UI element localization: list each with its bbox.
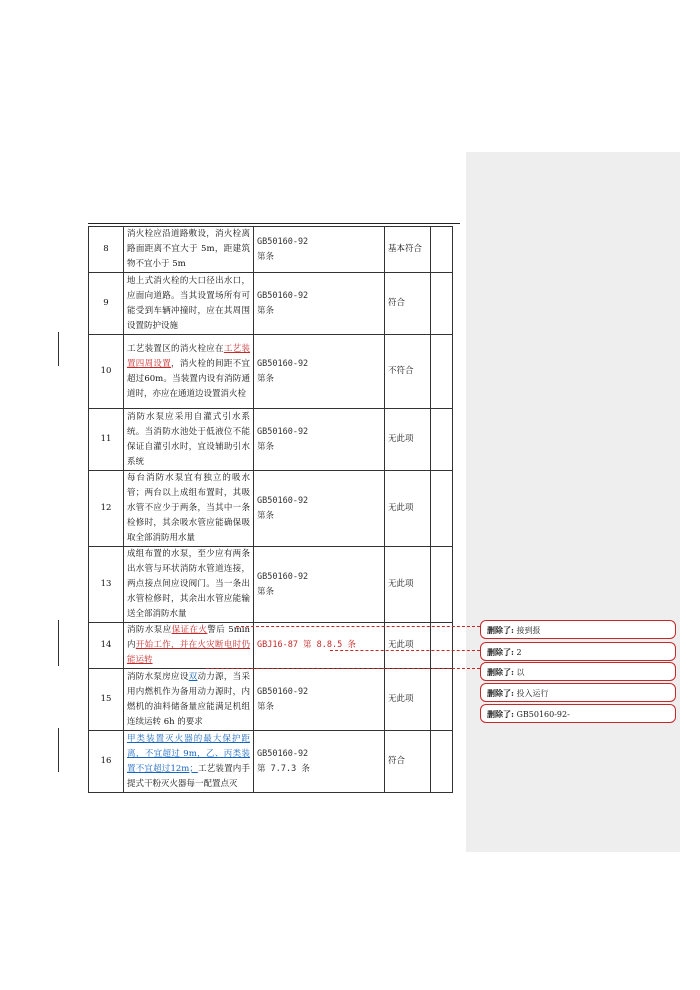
row-number: 15 (89, 669, 124, 731)
item-description: 甲类装置灭火器的最大保护距离，不宜超过 9m，乙、丙类装置不宜超过12m；工艺装置内手提式干粉灭火器每一配置点灭 (124, 731, 254, 793)
result: 无此项 (385, 669, 431, 731)
item-description: 成组布置的水泵，至少应有两条出水管与环状消防水管道连接，两点接点间应设阀门。当一条出水管检修时，其余出水管应能输送全部消防水量 (124, 547, 254, 623)
result: 无此项 (385, 471, 431, 547)
item-description: 消防水泵应采用自灌式引水系统。当消防水池处于低液位不能保证自灌引水时，宜设辅助引水系统 (124, 409, 254, 471)
row-number: 14 (89, 623, 124, 669)
standard-ref: GB50160-92 第条 (254, 471, 385, 547)
table-row (89, 731, 453, 793)
comment-leader (330, 650, 480, 651)
blank-cell (431, 623, 453, 669)
row-number: 12 (89, 471, 124, 547)
result: 无此项 (385, 409, 431, 471)
item-description: 消火栓应沿道路敷设，消火栓离路面距离不宜大于 5m，距建筑物不宜小于 5m (124, 227, 254, 273)
comment-balloon[interactable]: 删除了: 接到报 (480, 620, 676, 639)
tracked-insertion: 工艺装置四周设置 (127, 343, 250, 369)
result: 符合 (385, 273, 431, 335)
item-description: 工艺装置区的消火栓应在工艺装置四周设置，消火栓的间距不宜超过60m。当装置内设有消防通道时，亦应在通道边设置消火栓 (124, 335, 254, 409)
change-bar (58, 620, 59, 666)
blank-cell (431, 409, 453, 471)
item-description: 消防水泵应保证在火警后 5min 内开始工作，并在火灾断电时仍能运转 (124, 623, 254, 669)
blank-cell (431, 731, 453, 793)
table-row (89, 335, 453, 409)
change-bar (58, 728, 59, 772)
table-row (89, 227, 453, 273)
result: 不符合 (385, 335, 431, 409)
standard-ref: GB50160-92 第条 (254, 273, 385, 335)
comment-balloon[interactable]: 删除了: 以 (480, 662, 676, 681)
table-row (89, 273, 453, 335)
row-number: 16 (89, 731, 124, 793)
item-description: 每台消防水泵宜有独立的吸水管；两台以上成组布置时，其吸水管不应少于两条，当其中一条检修时，其余吸水管应能确保吸取全部消防用水量 (124, 471, 254, 547)
comment-balloon[interactable]: 删除了: 2 (480, 642, 676, 661)
comment-balloon[interactable]: 删除了: GB50160-92- (480, 704, 676, 723)
tracked-insertion: 开始工作，并在火灾断电时仍能运转 (127, 640, 250, 665)
comment-pane (466, 152, 680, 852)
row-number: 11 (89, 409, 124, 471)
result: 无此项 (385, 547, 431, 623)
standard-ref: GB50160-92 第条 (254, 409, 385, 471)
row-number: 13 (89, 547, 124, 623)
item-description: 地上式消火栓的大口径出水口，应面向道路。当其设置场所有可能受到车辆冲撞时，应在其周围设置防护设施 (124, 273, 254, 335)
comment-balloon[interactable]: 删除了: 投入运行 (480, 683, 676, 702)
table-row (89, 409, 453, 471)
table-row (89, 547, 453, 623)
standard-ref: GB50160-92 第条 (254, 547, 385, 623)
row-number: 10 (89, 335, 124, 409)
standard-ref: GB50160-92 第 7.7.3 条 (254, 731, 385, 793)
tracked-insertion: 保证在火 (171, 625, 208, 635)
row-number: 9 (89, 273, 124, 335)
item-description: 消防水泵房应设双动力源，当采用内燃机作为备用动力源时，内燃机的油料储备量应能满足机组连续运转 6h 的要求 (124, 669, 254, 731)
header-rule (88, 223, 460, 224)
standard-ref: GB50160-92 第条 (254, 669, 385, 731)
comment-leader (206, 668, 480, 669)
blank-cell (431, 335, 453, 409)
table-row (89, 623, 453, 669)
blank-cell (431, 547, 453, 623)
row-number: 8 (89, 227, 124, 273)
standard-ref: GBJ16-87 第 8.8.5 条 (254, 623, 385, 669)
blank-cell (431, 227, 453, 273)
change-bar (58, 332, 59, 366)
table-row (89, 471, 453, 547)
blank-cell (431, 471, 453, 547)
standard-ref: GB50160-92 第条 (254, 335, 385, 409)
result: 无此项 (385, 623, 431, 669)
tracked-insertion: 甲类装置灭火器的最大保护距离，不宜超过 9m，乙、丙类装置不宜超过12m； (127, 733, 250, 774)
blank-cell (431, 273, 453, 335)
table-row (89, 669, 453, 731)
result: 基本符合 (385, 227, 431, 273)
result: 符合 (385, 731, 431, 793)
standard-ref: GB50160-92 第条 (254, 227, 385, 273)
inspection-table (88, 226, 453, 793)
comment-leader (236, 626, 480, 627)
tracked-insertion: 双 (188, 671, 198, 682)
blank-cell (431, 669, 453, 731)
